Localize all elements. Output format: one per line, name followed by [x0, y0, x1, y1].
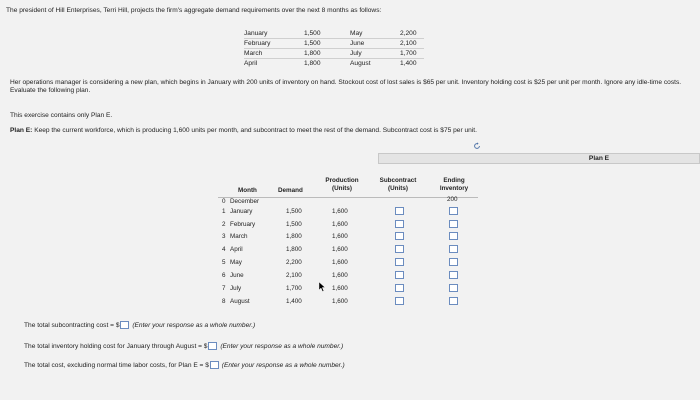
question-subcontracting-cost [24, 321, 255, 330]
row-number: 6 [222, 272, 226, 279]
row-production: 1,600 [332, 233, 348, 240]
subcontract-input-january[interactable] [395, 207, 404, 215]
ending-inventory-input-august[interactable] [449, 297, 458, 305]
row-production: 1,600 [332, 298, 348, 305]
demand-value: 1,500 [304, 30, 321, 37]
header-month: Month [238, 187, 257, 194]
demand-value: 1,400 [400, 60, 417, 67]
demand-value: 1,500 [304, 40, 321, 47]
exercise-note: This exercise contains only Plan E. [10, 112, 113, 119]
subcontract-input-april[interactable] [395, 245, 404, 253]
row-month: August [230, 298, 250, 305]
demand-month: March [244, 50, 263, 57]
plan-header: Plan E [588, 155, 610, 162]
row-production: 1,600 [332, 221, 348, 228]
ending-inventory-input-may[interactable] [449, 258, 458, 266]
row-month: February [230, 221, 256, 228]
row-production: 1,600 [332, 272, 348, 279]
plan-header-bar [378, 153, 700, 164]
subcontract-input-july[interactable] [395, 284, 404, 292]
plan-label: Plan E: [10, 127, 33, 134]
plan-text: Keep the current workforce, which is producing 1,600 units per month, and subcontract to meet the rest of the demand. Subcontract cost is $75 per unit. [32, 127, 477, 134]
row-month: July [230, 285, 242, 292]
row-demand: 2,100 [286, 272, 302, 279]
demand-value: 2,100 [400, 40, 417, 47]
question-inventory-holding-cost [24, 342, 343, 351]
subcontract-input-february[interactable] [395, 220, 404, 228]
row-number: 4 [222, 246, 226, 253]
ending-inventory-input-july[interactable] [449, 284, 458, 292]
plan-e-table [218, 153, 610, 308]
row-month: April [230, 246, 243, 253]
demand-value: 1,800 [304, 50, 321, 57]
demand-month: January [244, 30, 268, 37]
operations-paragraph: Her operations manager is considering a new plan, which begins in January with 200 units of inventory on hand. Stockout cost of lost sales is $65 per unit. Inventory holding cost is $25 per unit per month. Ignore any idle-time costs. Evaluate the following plan. [10, 79, 682, 94]
subcontract-input-august[interactable] [395, 297, 404, 305]
question-text: The total cost, excluding normal time labor costs, for Plan E = $ [24, 361, 209, 369]
intro-text: The president of Hill Enterprises, Terri Hill, projects the firm's aggregate demand requirements over the next 8 months as follows: [6, 7, 382, 14]
header-production: Production (Units) [325, 177, 359, 192]
row-demand: 1,800 [286, 233, 302, 240]
demand-month: August [350, 60, 371, 67]
row-month: May [230, 259, 242, 266]
ending-inventory-input-june[interactable] [449, 271, 458, 279]
ending-inventory-input-march[interactable] [449, 232, 458, 240]
demand-value: 1,800 [304, 60, 321, 67]
row-month: December [230, 198, 260, 205]
demand-value: 1,700 [400, 50, 417, 57]
demand-month: July [350, 50, 362, 57]
subcontract-input-march[interactable] [395, 232, 404, 240]
row-number: 8 [222, 298, 226, 305]
row-number: 1 [222, 208, 226, 215]
row-demand: 2,200 [286, 259, 302, 266]
row-demand: 1,700 [286, 285, 302, 292]
question-text: The total inventory holding cost for January through August = $ [24, 342, 208, 350]
row-number: 5 [222, 259, 226, 266]
subcontract-input-june[interactable] [395, 271, 404, 279]
question-hint: (Enter your response as a whole number.) [221, 361, 345, 369]
demand-month: February [244, 40, 271, 47]
ending-inventory-input-january[interactable] [449, 207, 458, 215]
row-demand: 1,500 [286, 208, 302, 215]
row-number: 3 [222, 233, 226, 240]
demand-month: May [350, 30, 363, 37]
subcontract-input-may[interactable] [395, 258, 404, 266]
row-production: 1,600 [332, 259, 348, 266]
header-ending-inventory: Ending Inventory [439, 177, 469, 192]
row-demand: 1,500 [286, 221, 302, 228]
inventory-holding-cost-input[interactable] [208, 342, 217, 350]
ending-inventory-input-february[interactable] [449, 220, 458, 228]
row-number: 0 [222, 198, 226, 205]
row-production: 1,600 [332, 285, 348, 292]
row-number: 7 [222, 285, 226, 292]
row-month: June [230, 272, 244, 279]
question-hint: (Enter your response as a whole number.) [220, 342, 344, 350]
question-total-cost [24, 361, 345, 370]
question-text: The total subcontracting cost = $ [24, 321, 120, 329]
december-ending-inventory: 200 [447, 196, 458, 203]
row-month: January [230, 208, 253, 215]
plan-statement [10, 127, 477, 135]
row-month: March [230, 233, 248, 240]
demand-month: June [350, 40, 365, 47]
refresh-icon[interactable] [473, 142, 481, 150]
row-number: 2 [222, 221, 226, 228]
mouse-cursor-icon [319, 282, 326, 292]
subcontracting-cost-input[interactable] [120, 321, 129, 329]
question-hint: (Enter your response as a whole number.) [132, 321, 256, 329]
row-production: 1,600 [332, 208, 348, 215]
row-production: 1,600 [332, 246, 348, 253]
row-demand: 1,400 [286, 298, 302, 305]
demand-value: 2,200 [400, 30, 417, 37]
total-cost-input[interactable] [210, 361, 219, 369]
ending-inventory-input-april[interactable] [449, 245, 458, 253]
row-demand: 1,800 [286, 246, 302, 253]
header-subcontract: Subcontract (Units) [379, 177, 417, 192]
header-demand: Demand [278, 187, 303, 194]
demand-month: April [244, 60, 258, 67]
